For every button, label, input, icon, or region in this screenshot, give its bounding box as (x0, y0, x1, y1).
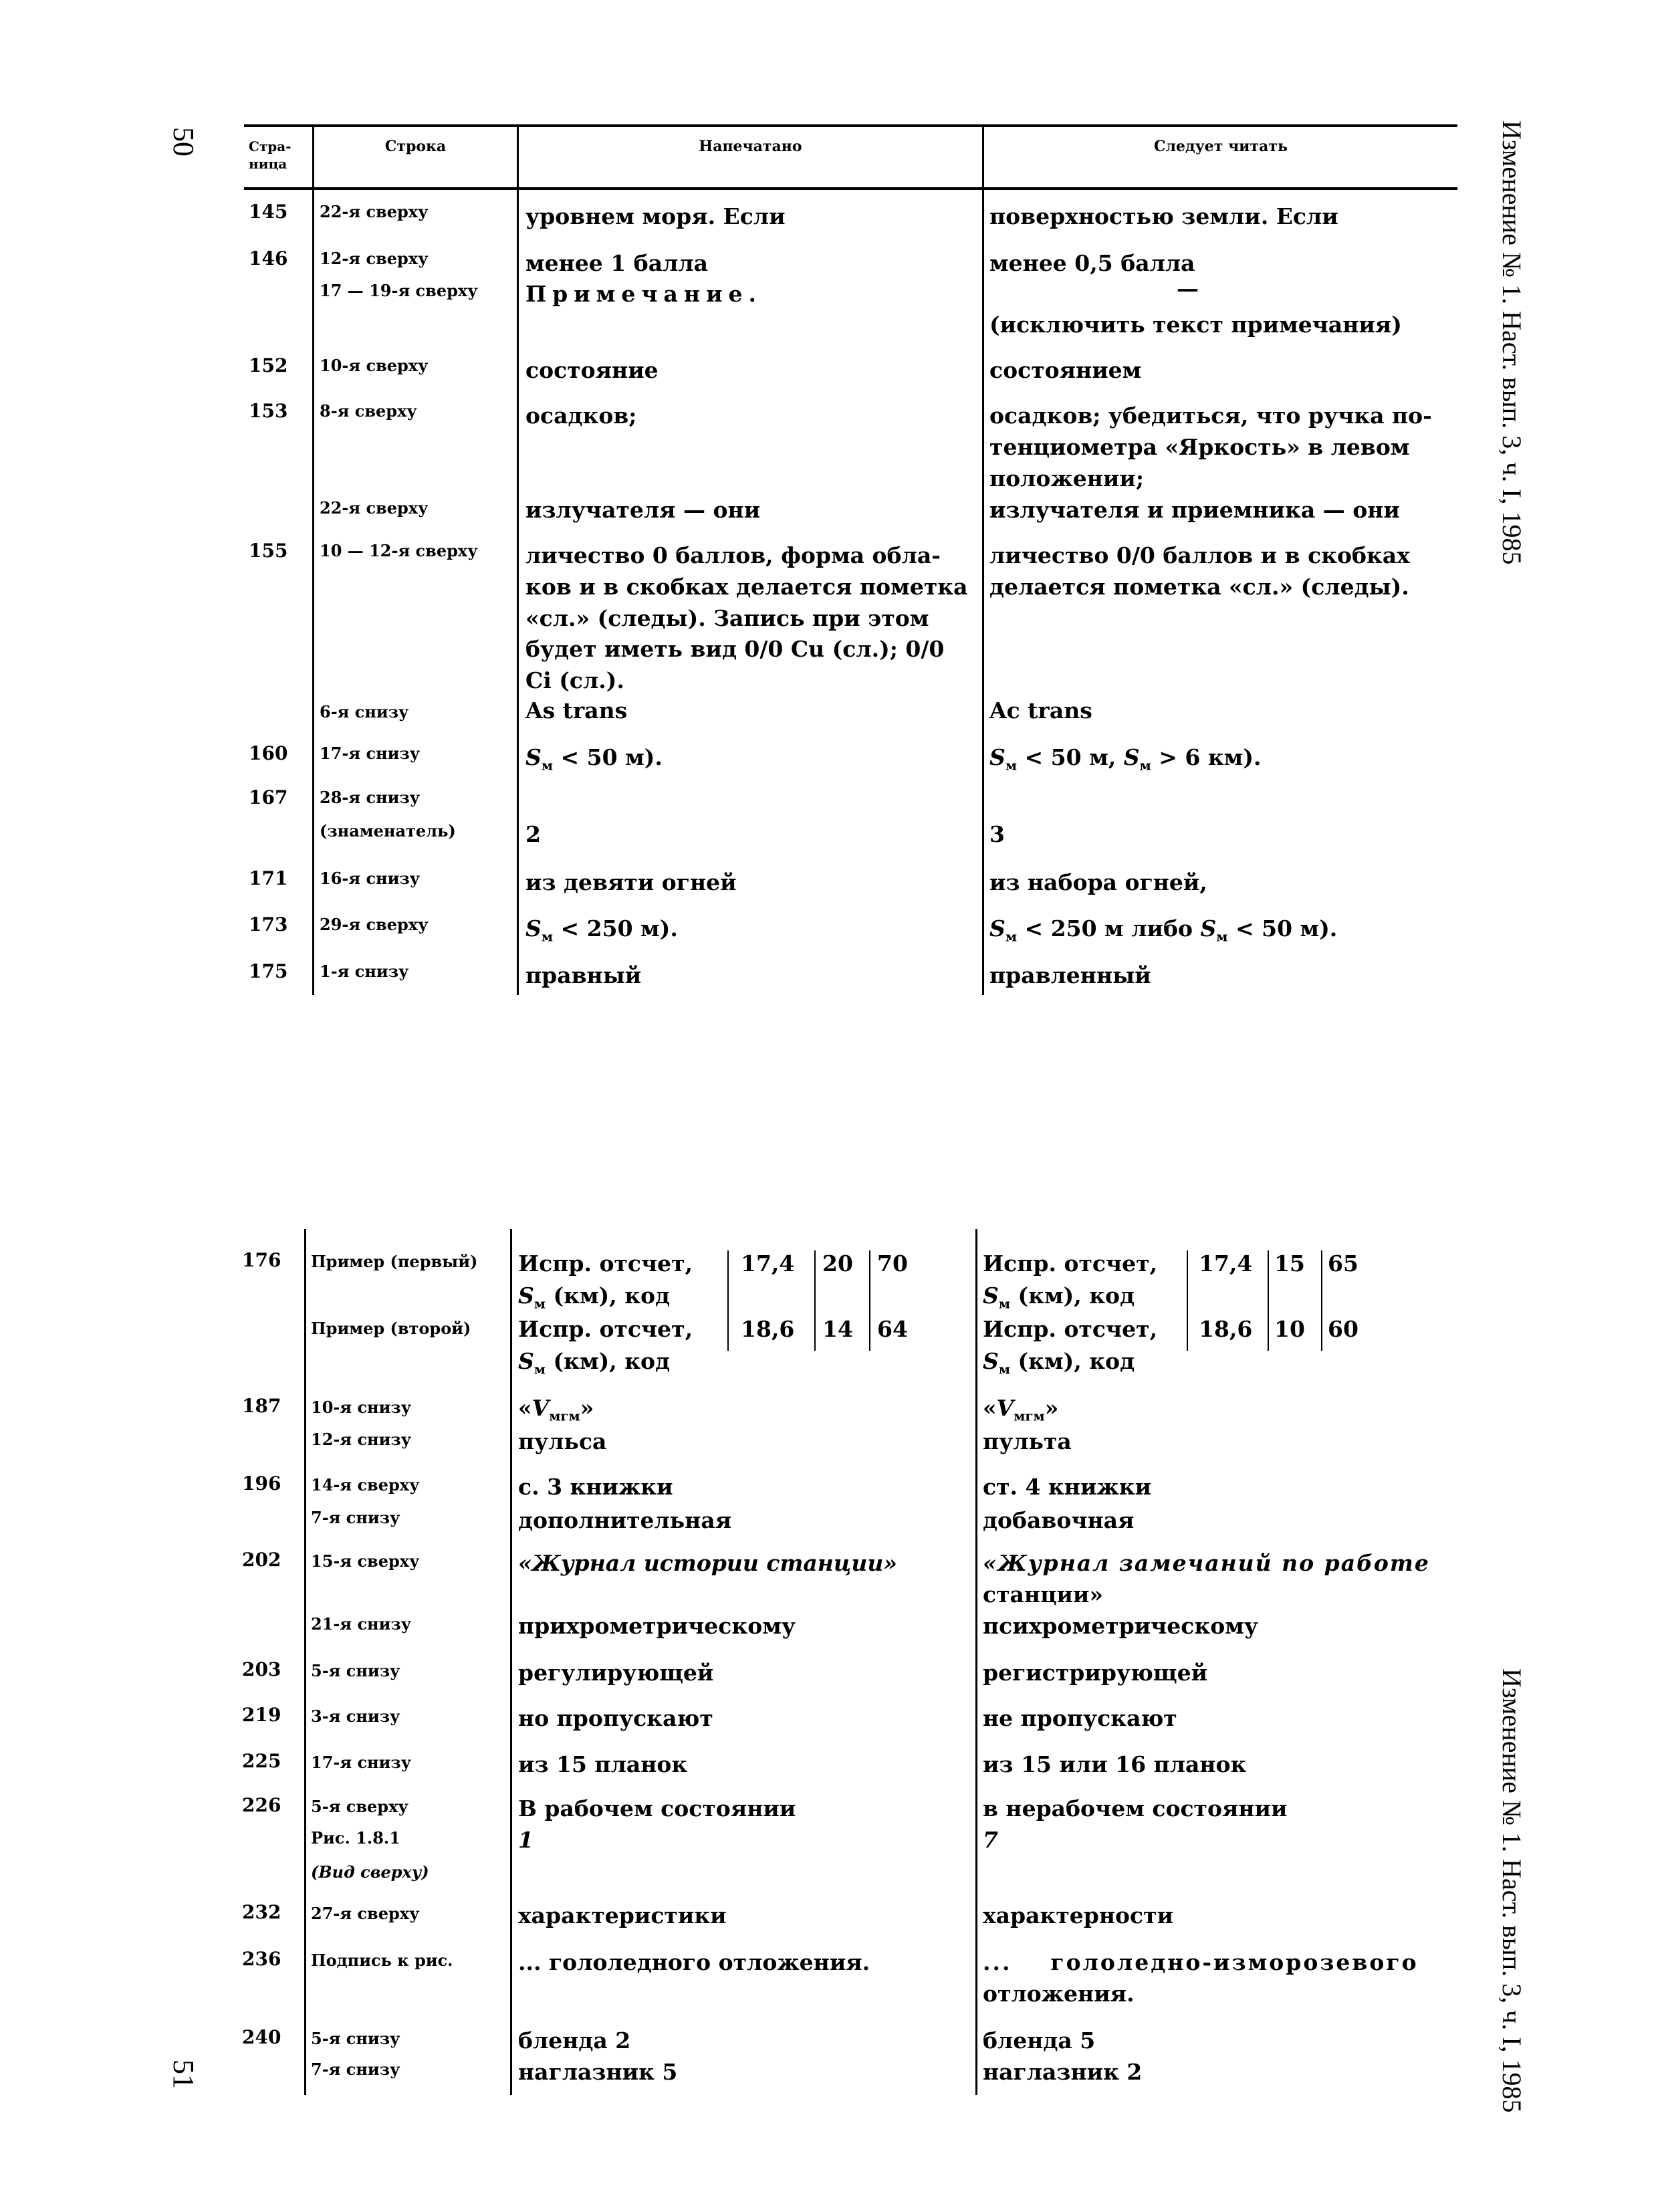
read-cell: отложения. (983, 1981, 1135, 2007)
read-value: 18,6 (1199, 1316, 1253, 1342)
read-label (983, 1348, 1135, 1377)
label-text: (км), код (546, 1348, 671, 1374)
line-cell: 17-я снизу (311, 1753, 412, 1772)
read-cell: (исключить текст примечания) (989, 312, 1402, 338)
read-cell: наглазник 2 (983, 2059, 1143, 2085)
s-symbol: S (518, 1348, 534, 1374)
page-cell: 226 (242, 1794, 281, 1816)
printed-value: 14 (822, 1316, 853, 1342)
s-symbol: S (1123, 744, 1140, 770)
subcolumn-divider (1187, 1250, 1188, 1351)
line-cell: 8-я сверху (320, 401, 417, 421)
printed-cell: «Журнал истории станции» (518, 1550, 897, 1576)
read-cell: добавочная (983, 1507, 1135, 1533)
column-divider (982, 126, 984, 995)
printed-cell (525, 744, 663, 774)
page-cell: 173 (249, 913, 288, 935)
read-cell: «$V_{мгм}$» (983, 1395, 1059, 1424)
printed-label (518, 1283, 670, 1312)
subscript: мгм (1014, 1408, 1045, 1424)
page-cell: 167 (249, 786, 288, 808)
read-value: 60 (1328, 1316, 1358, 1342)
printed-cell: осадков; (525, 403, 637, 429)
header-page-line2: ница (249, 156, 287, 172)
read-cell: бленда 5 (983, 2027, 1096, 2054)
printed-cell: из девяти огней (525, 869, 737, 895)
subcolumn-divider (727, 1250, 729, 1351)
printed-label: Испр. отсчет, (518, 1250, 693, 1277)
read-value: 17,4 (1199, 1250, 1253, 1277)
read-text: < 50 м, (1024, 744, 1124, 770)
subcolumn-divider (814, 1250, 816, 1351)
read-cell: осадков; убедиться, что ручка по- (989, 403, 1432, 429)
page-cell: 155 (249, 540, 288, 562)
read-cell (989, 915, 1337, 945)
read-cell: ст. 4 книжки (983, 1474, 1152, 1500)
line-cell: (знаменатель) (320, 821, 456, 841)
printed-value: 17,4 (741, 1250, 795, 1277)
column-divider (510, 1229, 512, 2095)
line-cell: 16-я снизу (320, 869, 421, 888)
printed-value: 18,6 (741, 1316, 795, 1342)
subcolumn-divider (1268, 1250, 1269, 1351)
subscript: м (534, 1361, 546, 1377)
page-cell: 160 (249, 742, 288, 764)
read-cell: ... гололедно-изморозевого (983, 1949, 1419, 1975)
read-label: Испр. отсчет, (983, 1316, 1158, 1342)
subscript: м (1139, 757, 1151, 774)
page-cell: 225 (242, 1750, 281, 1772)
printed-cell: «$V_{мгм}$» (518, 1395, 594, 1424)
s-symbol: S (525, 744, 542, 770)
page-cell: 175 (249, 960, 288, 982)
printed-cell: будет иметь вид 0/0 Cu (сл.); 0/0 (525, 636, 945, 662)
s-symbol: S (1200, 915, 1217, 942)
read-cell: правленный (989, 962, 1151, 988)
line-cell: 22-я сверху (320, 498, 429, 518)
printed-cell: «сл.» (следы). Запись при этом (525, 605, 929, 631)
read-cell: 7 (983, 1827, 998, 1853)
read-value: 65 (1328, 1250, 1358, 1277)
label-text: (км), код (1010, 1283, 1135, 1309)
read-cell: не пропускают (983, 1705, 1177, 1731)
header-read: Следует читать (1154, 138, 1288, 155)
line-cell: 10-я снизу (311, 1398, 412, 1417)
printed-label: Испр. отсчет, (518, 1316, 693, 1342)
s-symbol: S (983, 1283, 999, 1309)
printed-cell: из 15 планок (518, 1751, 688, 1777)
printed-cell: пульса (518, 1428, 607, 1454)
read-cell: излучателя и приемника — они (989, 497, 1400, 523)
line-cell: 17 — 19-я сверху (320, 281, 478, 300)
printed-cell: 2 (525, 821, 541, 847)
read-value: 15 (1274, 1250, 1305, 1277)
page-cell: 176 (242, 1249, 281, 1271)
column-divider (975, 1229, 977, 2095)
read-value: 10 (1274, 1316, 1305, 1342)
v-symbol: V (996, 1395, 1014, 1421)
s-symbol: S (518, 1283, 534, 1309)
printed-cell: но пропускают (518, 1705, 713, 1731)
subscript: м (534, 1295, 546, 1312)
read-cell: 3 (989, 821, 1005, 847)
line-cell: 7-я снизу (311, 1508, 400, 1527)
line-cell: 6-я снизу (320, 702, 409, 722)
read-cell: регистрирующей (983, 1660, 1208, 1686)
side-caption-top: Изменение № 1. Наст. вып. 3, ч. I, 1985 (1497, 120, 1527, 565)
read-cell: пульта (983, 1428, 1072, 1454)
subcolumn-divider (1321, 1250, 1322, 1351)
line-cell: (Вид сверху) (311, 1862, 429, 1882)
read-cell: Ac trans (989, 697, 1092, 724)
printed-cell: ... гололедного отложения. (518, 1949, 870, 1975)
subscript: мгм (549, 1408, 580, 1424)
read-text: < 50 м). (1227, 915, 1338, 942)
read-text: < 250 м либо (1024, 915, 1201, 942)
subscript: м (1005, 757, 1018, 774)
printed-cell: личество 0 баллов, форма обла- (525, 542, 941, 568)
read-cell: из 15 или 16 планок (983, 1751, 1247, 1777)
page-cell: 152 (249, 354, 288, 376)
printed-cell: уровнем моря. Если (525, 203, 786, 229)
printed-cell: излучателя — они (525, 497, 761, 523)
subscript: м (1216, 928, 1228, 945)
side-caption-bottom: Изменение № 1. Наст. вып. 3, ч. I, 1985 (1497, 1668, 1527, 2113)
printed-cell: с. 3 книжки (518, 1474, 673, 1500)
line-cell: 7-я снизу (311, 2060, 400, 2079)
read-cell: характерности (983, 1902, 1174, 1928)
header-page (249, 138, 291, 173)
page-cell: 236 (242, 1948, 281, 1970)
line-cell: 22-я сверху (320, 202, 429, 221)
printed-cell: прихрометрическому (518, 1613, 796, 1639)
header-separator (244, 187, 1457, 190)
column-divider (312, 126, 314, 995)
line-cell: 15-я сверху (311, 1551, 420, 1571)
read-cell: тенциометра «Яркость» в левом (989, 434, 1410, 460)
printed-cell (525, 915, 678, 945)
printed-cell: дополнительная (518, 1507, 732, 1533)
label-text: (км), код (1010, 1348, 1135, 1374)
line-cell: 12-я снизу (311, 1430, 412, 1449)
label-text: (км), код (546, 1283, 671, 1309)
line-cell: 12-я сверху (320, 249, 429, 268)
s-symbol: S (983, 1348, 999, 1374)
line-cell: Подпись к рис. (311, 1951, 453, 1970)
column-divider (517, 126, 519, 995)
read-cell: станции» (983, 1581, 1104, 1608)
line-cell: 5-я снизу (311, 2029, 400, 2048)
read-cell: в нерабочем состоянии (983, 1795, 1288, 1821)
read-cell: психрометрическому (983, 1613, 1259, 1639)
header-printed: Напечатано (699, 138, 802, 155)
line-cell: 27-я сверху (311, 1904, 420, 1923)
page-number-top: 50 (167, 127, 200, 156)
read-label: Испр. отсчет, (983, 1250, 1158, 1277)
page-cell: 187 (242, 1395, 281, 1417)
header-line: Строка (384, 138, 447, 155)
subscript: м (541, 928, 554, 945)
s-symbol: S (989, 744, 1005, 770)
read-cell-dash: — (1177, 275, 1199, 302)
subscript: м (541, 757, 554, 774)
line-cell: Пример (второй) (311, 1319, 471, 1338)
printed-value: 64 (877, 1316, 908, 1342)
line-cell: 28-я снизу (320, 788, 421, 807)
subcolumn-divider (869, 1250, 870, 1351)
printed-cell: В рабочем состоянии (518, 1795, 796, 1821)
read-cell: «Журнал замечаний по работе (983, 1550, 1430, 1576)
header-page-line1: Стра- (249, 138, 291, 154)
printed-cell: менее 1 балла (525, 250, 709, 276)
printed-value: 70 (877, 1250, 908, 1277)
printed-cell: регулирующей (518, 1660, 714, 1686)
read-cell: из набора огней, (989, 869, 1207, 895)
line-cell: 3-я снизу (311, 1706, 400, 1726)
read-cell: положении; (989, 465, 1145, 491)
read-cell: делается пометка «сл.» (следы). (989, 574, 1409, 600)
line-cell: 5-я сверху (311, 1797, 408, 1816)
line-cell: Пример (первый) (311, 1252, 478, 1271)
page-cell: 196 (242, 1472, 281, 1495)
page-cell: 145 (249, 201, 288, 223)
printed-cell: состояние (525, 357, 659, 383)
line-cell: 14-я сверху (311, 1475, 420, 1495)
line-cell: 17-я снизу (320, 744, 421, 763)
page-cell: 240 (242, 2026, 281, 2048)
line-cell: 29-я сверху (320, 915, 429, 934)
read-cell: состоянием (989, 357, 1142, 383)
read-label (983, 1283, 1135, 1312)
printed-cell: правный (525, 962, 642, 988)
line-cell: 10-я сверху (320, 356, 429, 375)
read-cell: личество 0/0 баллов и в скобках (989, 542, 1410, 568)
line-cell: 1-я снизу (320, 962, 409, 981)
printed-cell: 1 (518, 1827, 534, 1853)
page-cell: 202 (242, 1549, 281, 1571)
subscript: м (998, 1361, 1011, 1377)
table-top-border (244, 124, 1457, 127)
read-cell: менее 0,5 балла (989, 250, 1195, 276)
printed-cell: As trans (525, 697, 628, 724)
printed-cell: бленда 2 (518, 2027, 631, 2054)
printed-cell: Примечание. (525, 281, 763, 307)
page-cell: 153 (249, 400, 288, 422)
v-symbol: V (531, 1395, 550, 1421)
page-cell: 171 (249, 867, 288, 889)
subscript: м (1005, 928, 1018, 945)
column-divider (304, 1229, 306, 2095)
printed-text: < 250 м). (560, 915, 678, 942)
page-cell: 219 (242, 1704, 281, 1726)
line-cell: 5-я снизу (311, 1661, 400, 1680)
page-cell: 203 (242, 1658, 281, 1680)
s-symbol: S (989, 915, 1005, 942)
printed-cell: Ci (сл.). (525, 667, 624, 693)
line-cell: Рис. 1.8.1 (311, 1828, 400, 1848)
line-cell: 21-я снизу (311, 1614, 412, 1634)
printed-cell: наглазник 5 (518, 2059, 678, 2085)
read-text: > 6 км). (1151, 744, 1262, 770)
read-cell (989, 744, 1261, 774)
page-cell: 232 (242, 1901, 281, 1923)
page-number-bottom: 51 (167, 2060, 200, 2089)
subscript: м (998, 1295, 1011, 1312)
printed-cell: ков и в скобках делается пометка (525, 574, 968, 600)
printed-value: 20 (822, 1250, 853, 1277)
line-cell: 10 — 12-я сверху (320, 541, 478, 560)
read-cell: поверхностью земли. Если (989, 203, 1338, 229)
printed-cell: характеристики (518, 1902, 727, 1928)
s-symbol: S (525, 915, 542, 942)
printed-label (518, 1348, 670, 1377)
printed-text: < 50 м). (560, 744, 663, 770)
page-cell: 146 (249, 247, 288, 269)
